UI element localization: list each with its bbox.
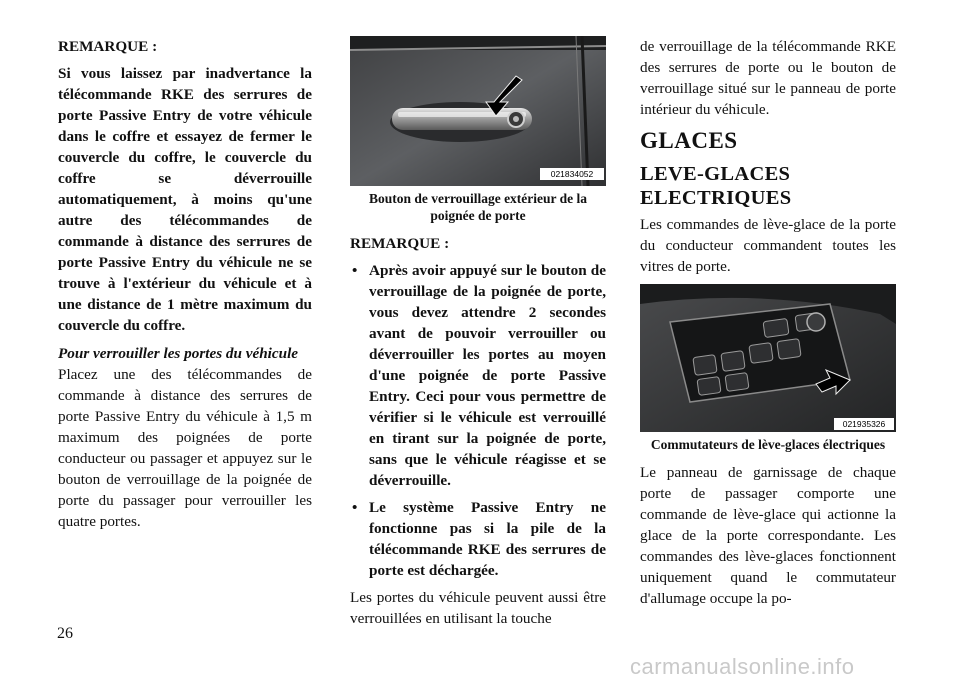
trunk-warning-text: Si vous laissez par inadvertance la télécommande RKE des serrures de porte Passive Entry de votre véhicule dans le coffre et essayez de fermer le couvercle du coffre, le couvercle du coffre se déverrouille automatiquement, à moins qu'une autre des télécommandes de commande à distance des serrures de porte Passive Entry du véhicule ne se trouve à l'extérieur du véhicule et à une distance de 1 mètre maximum du couvercle du coffre.: [58, 65, 312, 334]
figure-code: 021834052: [550, 169, 594, 179]
left-column: [58, 36, 312, 532]
right-column: [640, 36, 896, 609]
figure-caption: Bouton de verrouillage extérieur de la poignée de porte: [368, 191, 588, 223]
body-text: Le panneau de garnissage de chaque porte de passager comporte une commande de lève-glace qui actionne la glace de la porte correspondante. Les commandes des lève-glaces fonctionnent uniquement quand le commutateur d'allumage occupe la po-: [640, 464, 896, 607]
body-text-continued: de verrouillage de la télécommande RKE des serrures de porte ou le bouton de verrouillage situé sur le panneau de porte intérieur du véhicule.: [640, 38, 896, 118]
window-switch-figure: [640, 284, 896, 432]
lock-doors-subheading: Pour verrouiller les portes du véhicule: [58, 345, 299, 362]
subsection-heading: LEVE-GLACES ELECTRIQUES: [640, 163, 792, 209]
bullet-text: Le système Passive Entry ne fonctionne pas si la pile de la télécommande RKE des serrures de porte est déchargée.: [369, 499, 606, 579]
bullet-text: Après avoir appuyé sur le bouton de verrouillage de la poignée de porte, vous devez attendre 2 secondes avant de pouvoir verrouiller ou déverrouiller les portes au moyen d'une poignée de porte Passive Entry. Ceci pour vous permettre de vérifier si le véhicule est verrouillé en tirant sur la poignée de porte, sans que le véhicule réagisse et se déverrouille.: [369, 262, 606, 489]
intro-text: Les commandes de lève-glace de la porte du conducteur commandent toutes les vitres de porte.: [640, 216, 896, 275]
note-label: REMARQUE :: [350, 235, 450, 252]
middle-column: [350, 36, 606, 629]
bullet-item: • Après avoir appuyé sur le bouton de verrouillage de la poignée de porte, vous devez attendre 2 secondes avant de pouvoir verrouiller ou déverrouiller les portes au moyen d'une poignée de porte Passive Entry. Ceci pour vous permettre de vérifier si le véhicule est verrouillé en tirant sur la poignée de porte, sans que le véhicule réagisse et se déverrouille.: [352, 262, 606, 489]
body-text: Les portes du véhicule peuvent aussi être verrouillées en utilisant la touche: [350, 589, 606, 627]
figure-caption: Commutateurs de lève-glaces électriques: [650, 437, 886, 452]
page-number: 26: [57, 625, 73, 642]
section-heading: GLACES: [640, 128, 738, 153]
lock-doors-body: Placez une des télécommandes de commande à distance des serrures de porte Passive Entry du véhicule à 1,5 m maximum des poignées de porte conducteur ou passager et appuyez sur le bouton de verrouillage de la poignée de porte du passager pour verrouiller les quatre portes.: [58, 366, 312, 530]
watermark: carmanualsonline.info: [630, 654, 855, 679]
figure-code: 021935326: [842, 419, 886, 429]
note-bullet-list: [350, 260, 606, 581]
note-label: REMARQUE :: [58, 38, 158, 55]
bullet-item: • Le système Passive Entry ne fonctionne pas si la pile de la télécommande RKE des serrures de porte est déchargée.: [352, 499, 606, 579]
door-handle-figure: [350, 36, 606, 186]
